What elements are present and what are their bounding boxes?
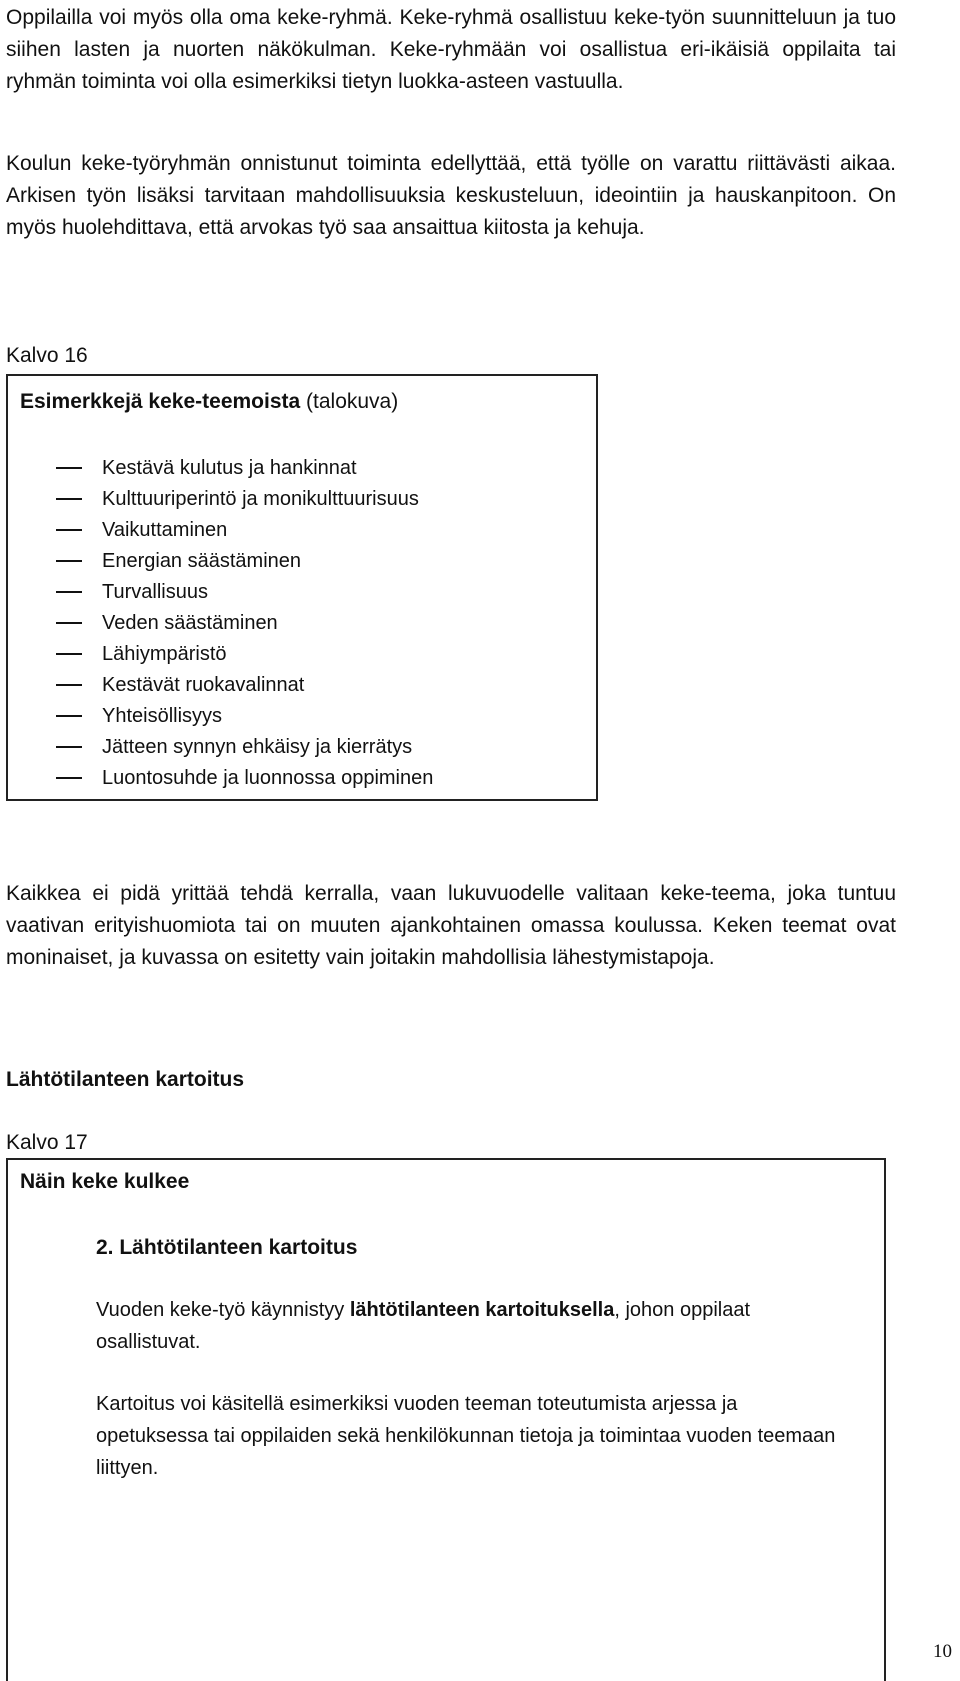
list-item-label: Vaikuttaminen (102, 518, 228, 541)
dash-icon (56, 467, 82, 469)
slide-16-title (20, 388, 398, 416)
list-item-label: Luontosuhde ja luonnossa oppiminen (102, 766, 434, 789)
list-item-label: Energian säästäminen (102, 549, 302, 572)
slide-17-p1-end: , johon oppilaat osallistuvat. (96, 1299, 751, 1353)
theme-list (56, 452, 433, 793)
dash-icon (56, 591, 82, 593)
slide-16-title-bold: Esimerkkejä keke-teemoista (20, 390, 301, 413)
list-item (56, 576, 433, 607)
list-item-label: Kulttuuriperintö ja monikulttuurisuus (102, 487, 419, 510)
list-item (56, 700, 433, 731)
paragraph-keke-group: Oppilailla voi myös olla oma keke-ryhmä. Keke-ryhmä osallistuu keke-työn suunnitteluun ja tuo siihen lasten ja nuorten näkökulman. Keke-ryhmään voi osallistua eri-ikäisiä oppilaita tai ryhmän toiminta voi olla esimerkiksi tietyn luokka-asteen vastuulla. (6, 6, 896, 93)
list-item-label: Lähiympäristö (102, 642, 227, 665)
slide-17-paragraph-2: Kartoitus voi käsitellä esimerkiksi vuoden teeman toteutumista arjessa ja opetuksessa tai oppilaiden sekä henkilökunnan tietoja ja toimintaa vuoden teemaan liittyen. (96, 1393, 836, 1479)
dash-icon (56, 653, 82, 655)
dash-icon (56, 529, 82, 531)
list-item-label: Yhteisöllisyys (102, 704, 223, 727)
list-item-label: Jätteen synnyn ehkäisy ja kierrätys (102, 735, 413, 758)
paragraph-themes: Kaikkea ei pidä yrittää tehdä kerralla, vaan lukuvuodelle valitaan keke-teema, joka tuntuu vaativan erityishuomiota tai on muuten ajankohtainen omassa koulussa. Keken teemat ovat moninaiset, ja kuvassa on esitetty vain joitakin mahdollisia lähestymistapoja. (6, 882, 896, 969)
dash-icon (56, 746, 82, 748)
list-item (56, 731, 433, 762)
dash-icon (56, 715, 82, 717)
paragraph-working-group: Koulun keke-työryhmän onnistunut toiminta edellyttää, että työlle on varattu riittävästi aikaa. Arkisen työn lisäksi tarvitaan mahdollisuuksia keskusteluun, ideointiin ja hauskanpitoon. On myös huolehdittava, että arvokas työ saa ansaittua kiitosta ja kehuja. (6, 152, 896, 239)
dash-icon (56, 622, 82, 624)
list-item (56, 514, 433, 545)
slide-17-p1-bold: lähtötilanteen kartoituksella (349, 1299, 615, 1321)
slide-17-subtitle: 2. Lähtötilanteen kartoitus (96, 1236, 358, 1259)
page-number: 10 (933, 1641, 952, 1662)
list-item (56, 762, 433, 793)
list-item-label: Veden säästäminen (102, 611, 278, 634)
list-item (56, 452, 433, 483)
list-item (56, 483, 433, 514)
slide-17-paragraph-1 (96, 1294, 836, 1358)
slide-17-p1-start: Vuoden keke-työ käynnistyy (96, 1299, 350, 1321)
dash-icon (56, 560, 82, 562)
slide-17-title: Näin keke kulkee (20, 1170, 190, 1193)
slide-16-box (6, 374, 598, 801)
slide-17-box (6, 1158, 886, 1681)
list-item (56, 638, 433, 669)
list-item (56, 545, 433, 576)
slide-16-label: Kalvo 16 (6, 344, 88, 367)
section-heading: Lähtötilanteen kartoitus (6, 1068, 245, 1091)
list-item (56, 669, 433, 700)
dash-icon (56, 777, 82, 779)
list-item-label: Kestävät ruokavalinnat (102, 673, 305, 696)
dash-icon (56, 684, 82, 686)
slide-17-label: Kalvo 17 (6, 1131, 88, 1154)
list-item (56, 607, 433, 638)
dash-icon (56, 498, 82, 500)
slide-16-title-note: (talokuva) (300, 390, 399, 413)
list-item-label: Turvallisuus (102, 580, 208, 603)
list-item-label: Kestävä kulutus ja hankinnat (102, 456, 357, 479)
